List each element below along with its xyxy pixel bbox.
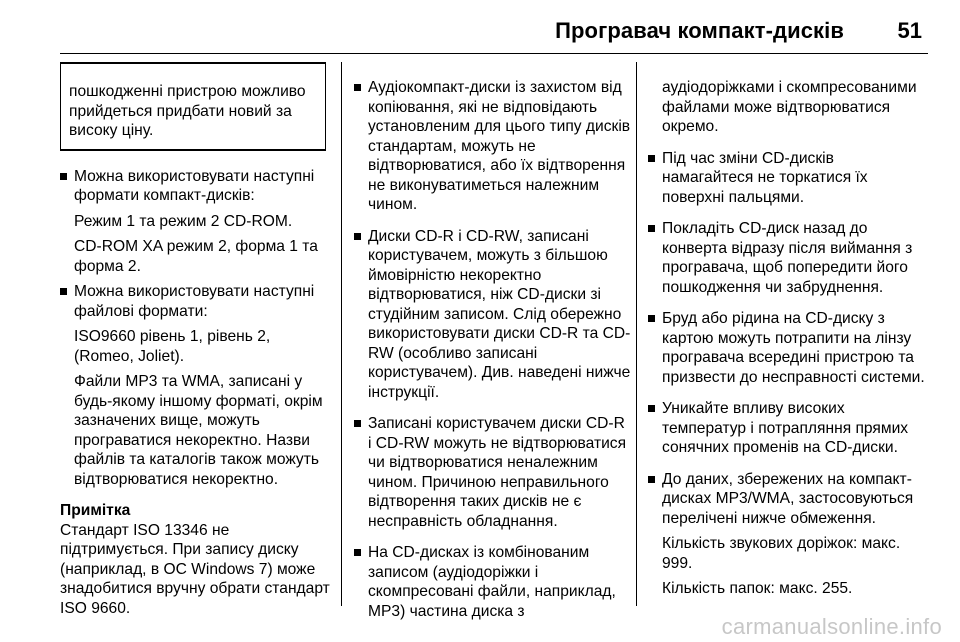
list-item-detail: CD-ROM XA режим 2, форма 1 та форма 2. [74,238,318,275]
note-text: Стандарт ISO 13346 не підтримується. При запису диску (наприклад, в ОС Windows 7) може знадобитися вручну обрати стандарт ISO 9660. [60,521,330,617]
list-item-text: Можна використовувати наступні формати компакт-дисків: [74,167,315,204]
square-bullet-icon [354,233,361,240]
list-item-text: На CD-дисках із комбінованим записом (аудіодоріжки і скомпресовані файли, наприклад, MP3) частина диска з [368,544,616,620]
column-2 [354,78,632,633]
square-bullet-icon [60,173,67,180]
warning-text: пошкодженні пристрою можливо прийдеться придбати новий за високу ціну. [69,83,306,139]
square-bullet-icon [648,155,655,162]
list-item-text: Під час зміни CD-дисків намагайтеся не торкатися їх поверхні пальцями. [662,149,868,206]
list-item [354,543,632,621]
list-item [648,399,928,458]
warning-box [60,62,326,151]
list-item-detail: ISO9660 рівень 1, рівень 2, (Romeo, Joliet). [74,328,271,365]
square-bullet-icon [648,476,655,483]
header-divider [60,53,928,54]
list-item-text: Покладіть CD-диск назад до конверта відразу після виймання з програвача, щоб попередити його пошкодження чи забруднення. [662,220,913,296]
list-item [648,470,928,599]
note-heading: Примітка [60,502,131,519]
square-bullet-icon [60,288,67,295]
list-item [354,78,632,215]
list-item-detail: Файли MP3 та WMA, записані у будь-якому іншому форматі, окрім зазначених вище, можуть програватися некоректно. Назви файлів та каталогів також можуть відтворюватися некоректно. [74,373,323,488]
page-title: Програвач компакт-дисків [555,18,844,43]
list-item-detail: Режим 1 та режим 2 CD-ROM. [74,212,293,230]
square-bullet-icon [354,420,361,427]
list-item [648,219,928,297]
continued-text: аудіодоріжками і скомпресованими файлами може відтворюватися окремо. [662,79,917,135]
square-bullet-icon [354,84,361,91]
list-item [60,167,332,277]
list-item [60,282,332,489]
column-3 [648,78,928,611]
list-item-detail: Кількість звукових доріжок: макс. 999. [662,535,901,572]
list-item-text: Уникайте впливу високих температур і потрапляння прямих сонячних променів на CD-диски. [662,400,909,456]
column-divider-1 [341,62,342,606]
list-item [648,149,928,208]
list-item-text: Диски CD-R і CD-RW, записані користувачем, можуть з більшою ймовірністю некоректно відтворюватися, ніж CD-диски зі студійним записом. Слід обережно використовувати диски CD-R та CD-RW (особливо записані користувачем). Див. наведені нижче інструкції. [368,227,631,401]
column-divider-2 [636,62,637,606]
list-item [648,309,928,387]
square-bullet-icon [648,225,655,232]
column-1 [60,62,332,618]
square-bullet-icon [648,315,655,322]
square-bullet-icon [354,549,361,556]
square-bullet-icon [648,405,655,412]
list-item-text: До даних, збережених на компакт-дисках MP3/WMA, застосовуються перелічені нижче обмеження. [662,470,914,527]
list-item-text: Бруд або рідина на CD-диску з картою можуть потрапити на лінзу програвача всередині пристрою та призвести до несправності системи. [662,310,925,386]
list-item [354,227,632,403]
list-item-text: Можна використовувати наступні файлові формати: [74,283,315,320]
list-item-text: Записані користувачем диски CD-R і CD-RW можуть не відтворюватися чи відтворюватися неналежним чином. Причиною неправильного відтворення таких дисків не є несправність обладнання. [368,415,627,530]
list-item-detail: Кількість папок: макс. 255. [662,580,853,597]
watermark: carmanualsonline.info [721,614,942,639]
list-item [354,414,632,531]
page-number: 51 [897,18,922,43]
list-item-text: Аудіокомпакт-диски із захистом від копіювання, які не відповідають установленим для цього типу дисків стандартам, можуть не відтворюватися, або їх відтворення не виконуватиметься належним чином. [368,79,631,213]
